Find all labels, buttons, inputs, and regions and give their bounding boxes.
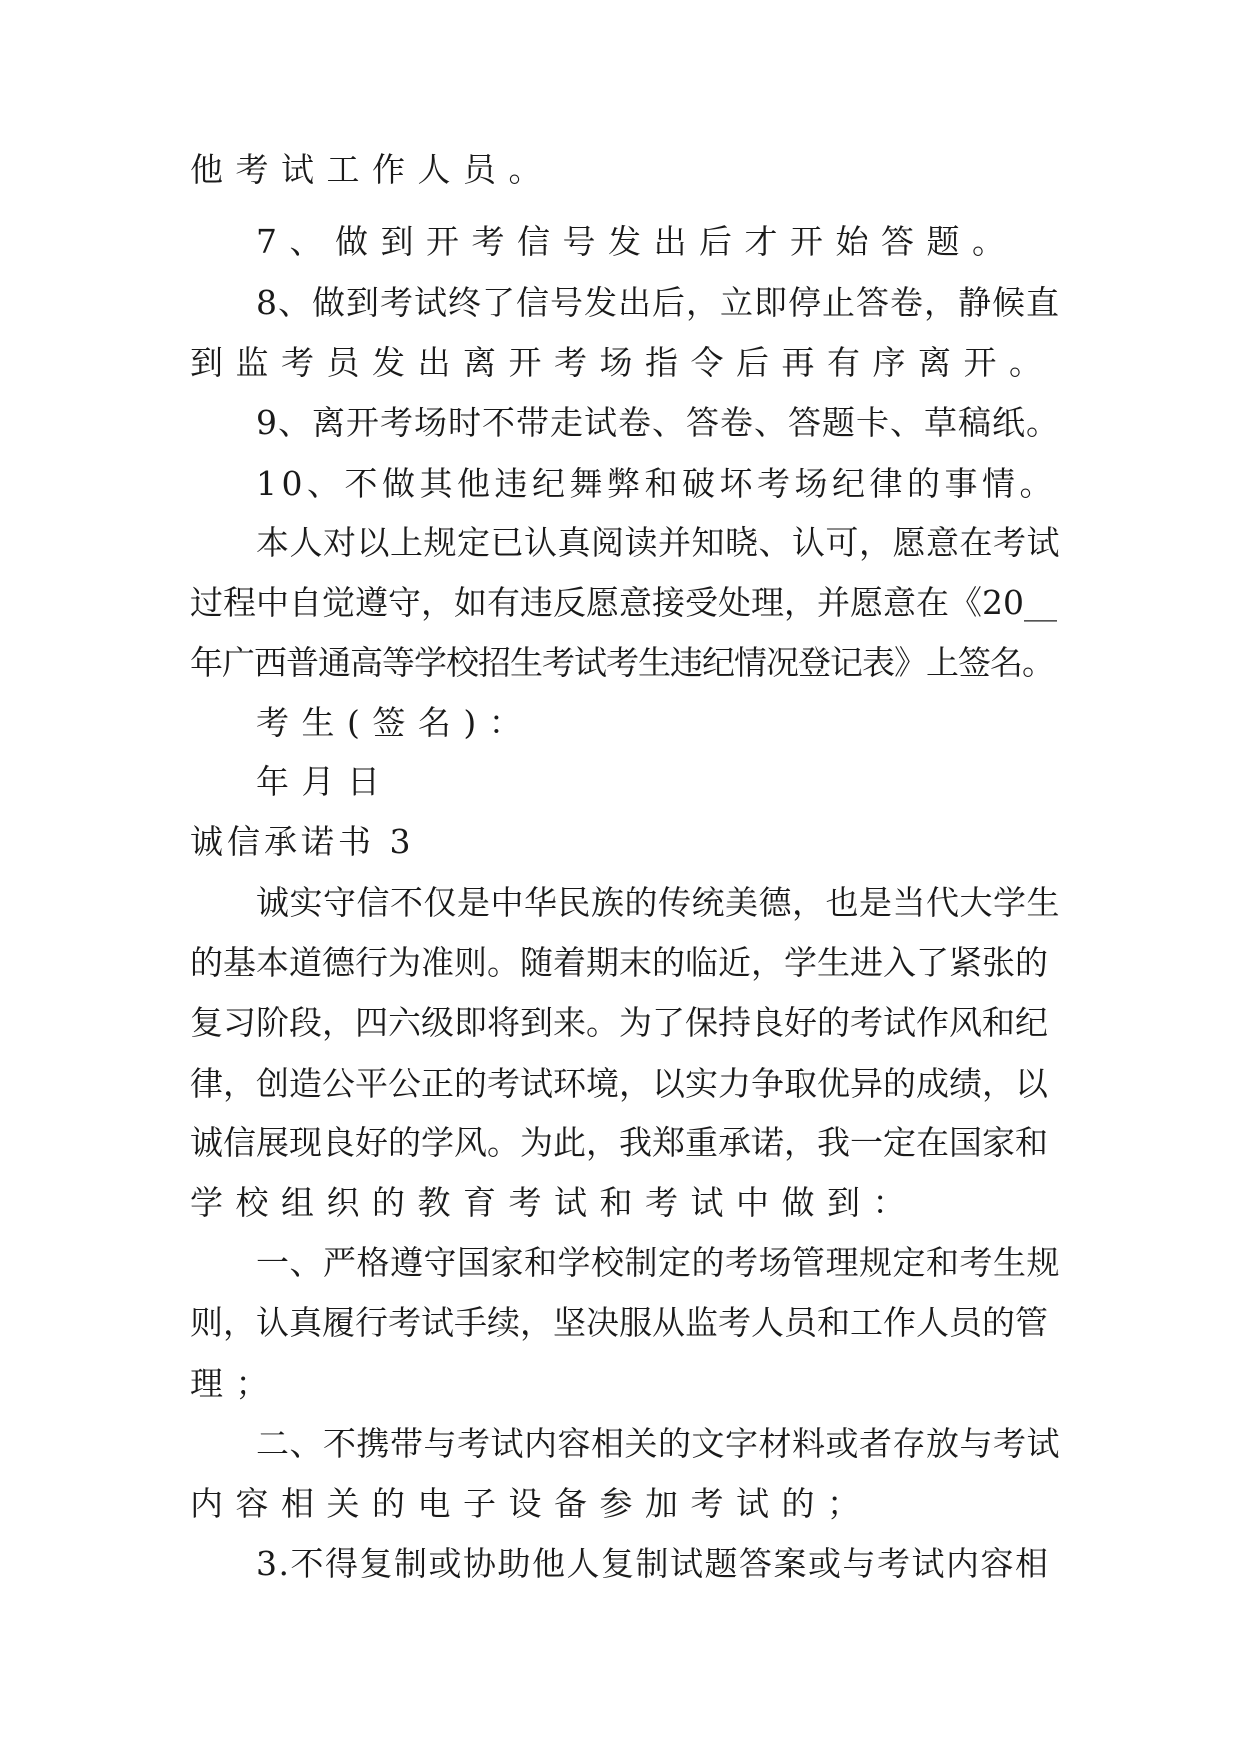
paragraph-line: 到监考员发出离开考场指令后再有序离开。 <box>190 343 1055 382</box>
paragraph-line: 诚信展现良好的学风。为此，我郑重承诺，我一定在国家和 <box>190 1123 1048 1162</box>
signature-label: 考生(签名)： <box>256 703 535 742</box>
date-label: 年月日 <box>256 762 393 801</box>
paragraph-line: 内容相关的电子设备参加考试的； <box>190 1484 873 1523</box>
paragraph-line: 则，认真履行考试手续，坚决服从监考人员和工作人员的管 <box>190 1303 1048 1342</box>
paragraph-line: 一、严格遵守国家和学校制定的考场管理规定和考生规 <box>256 1243 1060 1282</box>
paragraph-line: 7、做到开考信号发出后才开始答题。 <box>256 222 1018 261</box>
paragraph-line: 的基本道德行为准则。随着期末的临近，学生进入了紧张的 <box>190 943 1048 982</box>
paragraph-line: 9、离开考场时不带走试卷、答卷、答题卡、草稿纸。 <box>256 403 1060 442</box>
paragraph-line: 复习阶段，四六级即将到来。为了保持良好的考试作风和纪 <box>190 1003 1048 1042</box>
paragraph-line: 律，创造公平公正的考试环境，以实力争取优异的成绩，以 <box>190 1064 1048 1103</box>
paragraph-line: 二、不携带与考试内容相关的文字材料或者存放与考试 <box>256 1424 1060 1463</box>
paragraph-line: 过程中自觉遵守，如有违反愿意接受处理，并愿意在《20__ <box>190 583 1057 622</box>
section-heading: 诚信承诺书 3 <box>190 822 415 861</box>
paragraph-line: 8、做到考试终了信号发出后，立即停止答卷，静候直 <box>256 283 1060 322</box>
paragraph-line: 本人对以上规定已认真阅读并知晓、认可，愿意在考试 <box>256 523 1060 562</box>
paragraph-line: 3.不得复制或协助他人复制试题答案或与考试内容相 <box>256 1544 1050 1583</box>
paragraph-line: 诚实守信不仅是中华民族的传统美德，也是当代大学生 <box>256 883 1060 922</box>
paragraph-line: 10、不做其他违纪舞弊和破坏考场纪律的事情。 <box>256 464 1057 503</box>
paragraph-line: 年广西普通高等学校招生考试考生违纪情况登记表》上签名。 <box>190 643 1054 682</box>
paragraph-line: 学校组织的教育考试和考试中做到： <box>190 1183 918 1222</box>
paragraph-line: 他考试工作人员。 <box>190 150 554 189</box>
paragraph-line: 理； <box>190 1364 281 1403</box>
